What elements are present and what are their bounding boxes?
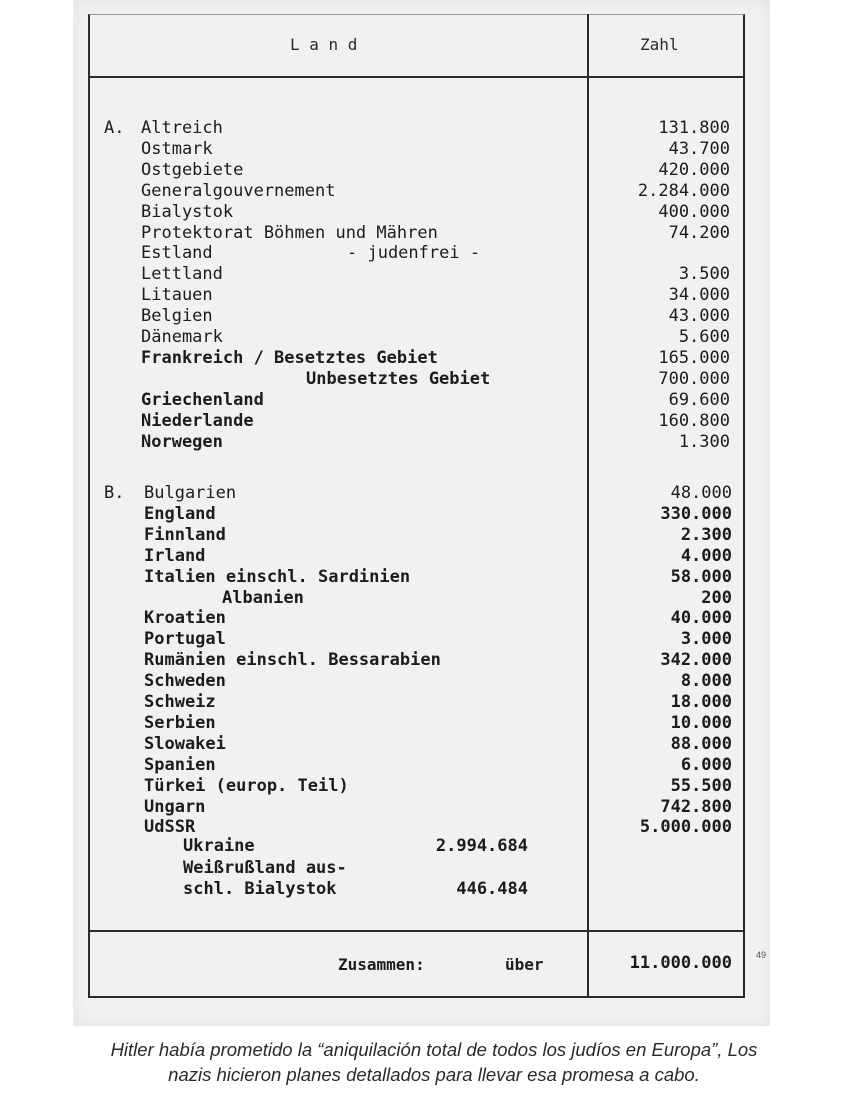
- row-name: Schweden: [144, 671, 226, 692]
- row-value: 43.700: [668, 138, 730, 159]
- row-name: Generalgouvernement: [141, 180, 336, 201]
- total-qualifier: über: [505, 955, 544, 974]
- row-name: Spanien: [144, 754, 216, 775]
- row-value: 4.000: [680, 545, 732, 566]
- header-rule: [88, 76, 745, 78]
- estland-note: - judenfrei -: [347, 243, 481, 263]
- row-value: 742.800: [660, 796, 732, 817]
- row-name: Kroatien: [144, 608, 226, 629]
- row-name: Bialystok: [141, 201, 234, 222]
- row-name: Bulgarien: [144, 483, 237, 503]
- row-value: 18.000: [670, 692, 732, 712]
- row-name: Ungarn: [144, 796, 206, 817]
- row-value: 43.000: [668, 306, 730, 327]
- row-name: Irland: [144, 545, 206, 566]
- row-value: 2.284.000: [637, 180, 730, 201]
- row-name: Türkei (europ. Teil): [144, 775, 349, 796]
- section-a-letter: A.: [104, 118, 125, 138]
- total-label: Zusammen:: [338, 955, 425, 974]
- row-name: Unbesetztes Gebiet: [306, 368, 491, 389]
- row-name: Portugal: [144, 629, 226, 650]
- row-value: 10.000: [670, 712, 732, 733]
- row-value: 8.000: [680, 671, 732, 692]
- total-rule: [88, 930, 745, 932]
- row-value: 3.500: [678, 264, 730, 285]
- row-value: 200: [701, 587, 732, 608]
- row-value: 34.000: [668, 285, 730, 306]
- row-name: Serbien: [144, 712, 216, 733]
- row-value: 5.000.000: [639, 817, 732, 838]
- row-value: 69.600: [668, 389, 730, 410]
- row-value: 1.300: [678, 431, 730, 452]
- row-name: Norwegen: [141, 431, 223, 452]
- column-header-land: L a n d: [290, 35, 358, 54]
- row-name: Slowakei: [144, 733, 226, 754]
- row-name: Schweiz: [144, 692, 216, 712]
- row-value: 5.600: [678, 327, 730, 347]
- row-name: UdSSR: [144, 817, 196, 838]
- row-value: 48.000: [670, 483, 732, 503]
- row-name: Litauen: [141, 285, 213, 306]
- row-name: Protektorat Böhmen und Mähren: [141, 222, 438, 243]
- row-value: 55.500: [670, 775, 732, 796]
- row-value: 6.000: [680, 754, 732, 775]
- row-name: Ukraine: [183, 836, 255, 856]
- row-value: 165.000: [658, 347, 730, 368]
- row-name: Dänemark: [141, 327, 223, 347]
- row-value: 131.800: [658, 118, 730, 138]
- section-b-letter: B.: [104, 483, 125, 503]
- row-value: 2.994.684: [435, 836, 528, 856]
- row-name: Finnland: [144, 524, 226, 545]
- row-name: Albanien: [222, 587, 304, 608]
- row-value: 3.000: [680, 629, 732, 650]
- caption-line-1: Hitler había prometido la “aniquilación total de todos los judíos en Europa”, Los: [110, 1039, 758, 1060]
- row-name: Frankreich / Besetztes Gebiet: [141, 347, 438, 368]
- caption: [0, 1037, 868, 1087]
- row-value: 74.200: [668, 222, 730, 243]
- row-name: England: [144, 503, 216, 524]
- row-name: Estland: [141, 243, 213, 264]
- row-name: Altreich: [141, 118, 223, 138]
- row-name: Lettland: [141, 264, 223, 285]
- row-name: Belgien: [141, 306, 213, 327]
- caption-line-2: nazis hicieron planes detallados para llevar esa promesa a cabo.: [168, 1064, 700, 1085]
- total-value: 11.000.000: [629, 953, 732, 973]
- row-name: Rumänien einschl. Bessarabien: [144, 650, 441, 671]
- row-name: Griechenland: [141, 389, 264, 410]
- row-name: Niederlande: [141, 410, 254, 431]
- row-value: 40.000: [670, 608, 732, 629]
- row-value: 446.484: [456, 879, 528, 899]
- row-name: Italien einschl. Sardinien: [144, 566, 411, 587]
- column-header-zahl: Zahl: [640, 35, 679, 54]
- row-value: 330.000: [660, 503, 732, 524]
- row-value: 342.000: [660, 650, 732, 671]
- row-name: schl. Bialystok: [183, 879, 337, 899]
- page-number: 49: [756, 950, 767, 960]
- row-name: Ostgebiete: [141, 159, 244, 180]
- row-name: Ostmark: [141, 138, 213, 159]
- row-value: 160.800: [658, 410, 730, 431]
- row-name: Weißrußland aus-: [183, 857, 347, 878]
- row-value: 58.000: [670, 566, 732, 587]
- row-value: 420.000: [658, 159, 730, 180]
- row-value: 2.300: [680, 524, 732, 545]
- row-value: 400.000: [658, 201, 730, 222]
- row-value: 700.000: [658, 368, 730, 389]
- row-value: 88.000: [670, 733, 732, 754]
